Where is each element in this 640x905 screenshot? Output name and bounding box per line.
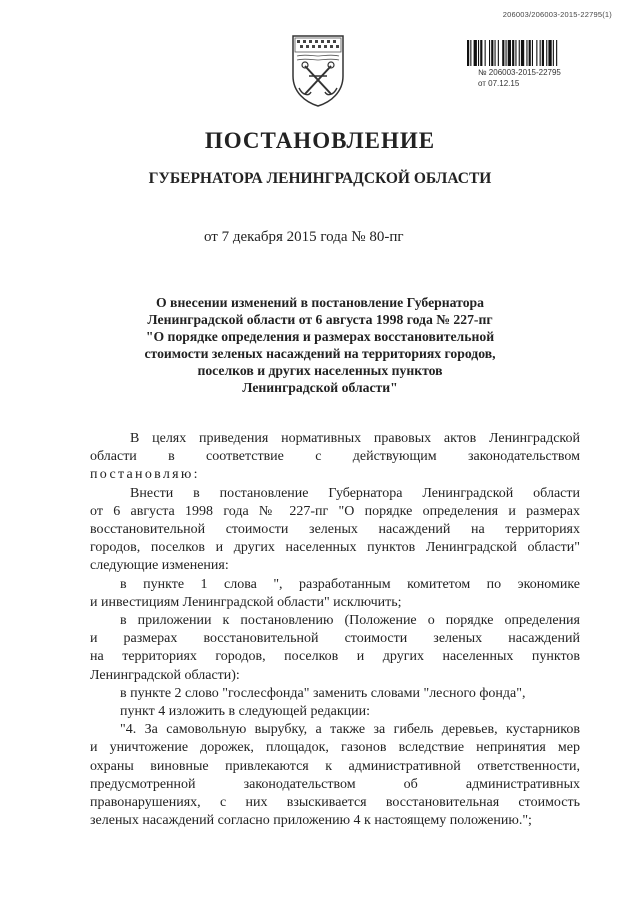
- subject-line: Ленинградской области от 6 августа 1998 года № 227-пг: [147, 312, 493, 327]
- registration-date: от 07.12.15: [478, 79, 520, 88]
- subject-line: О внесении изменений в постановление Губернатора: [155, 295, 485, 310]
- coat-of-arms-icon: [287, 32, 349, 108]
- body-line: в пункте 1 слова ", разработанным комитетом по экономике: [120, 576, 580, 592]
- body-line: следующие изменения:: [90, 558, 229, 574]
- body-line: В целях приведения нормативных правовых актов Ленинградской: [130, 431, 580, 446]
- body-line: и инвестициям Ленинградской области" исключить;: [90, 594, 402, 610]
- body-line: от 6 августа 1998 года № 227-пг "О порядке определения и размерах: [90, 503, 580, 519]
- body-line: области в соответствие с действующим законодательством: [90, 449, 580, 465]
- body-line: и размерах восстановительной стоимости зеленых насаждений: [90, 631, 580, 647]
- document-date-number: от 7 декабря 2015 года № 80-пг: [204, 229, 404, 245]
- subject-line: поселков и других населенных пунктов: [197, 363, 443, 378]
- issuing-authority: ГУБЕРНАТОРА ЛЕНИНГРАДСКОЙ ОБЛАСТИ: [148, 170, 492, 187]
- body-line: Внести в постановление Губернатора Ленинградской области: [130, 485, 580, 501]
- body-line: и уничтожение дорожек, площадок, газонов вследствие непринятия мер: [90, 740, 580, 756]
- body-line: "4. За самовольную вырубку, а также за гибель деревьев, кустарников: [120, 722, 580, 738]
- body-line: городов, поселков и других населенных пунктов Ленинградской области": [90, 540, 580, 556]
- body-line: восстановительной стоимости зеленых насаждений на территориях: [90, 522, 580, 538]
- registration-number: № 206003-2015-22795: [478, 68, 561, 77]
- document-subject: [120, 294, 520, 396]
- body-line: на территориях городов, поселков и других населенных пунктов: [90, 649, 580, 665]
- subject-line: стоимости зеленых насаждений на территориях городов,: [144, 346, 496, 361]
- body-line: в приложении к постановлению (Положение о порядке определения: [120, 613, 580, 629]
- barcode-icon: [466, 40, 612, 66]
- document-type-title: ПОСТАНОВЛЕНИЕ: [204, 128, 436, 153]
- body-line: пункт 4 изложить в следующей редакции:: [120, 704, 370, 720]
- registration-block: [466, 40, 612, 89]
- document-body: [90, 430, 580, 830]
- subject-line: Ленинградской области": [242, 380, 398, 395]
- body-line: предусмотренной законодательством об административных: [90, 776, 580, 792]
- body-line: зеленых насаждений согласно приложению 4 к настоящему положению.";: [90, 813, 532, 829]
- body-line-decree-word: постановляю:: [90, 467, 200, 483]
- body-line: Ленинградской области):: [90, 667, 240, 683]
- body-line: правонарушениях, с них взыскивается восстановительная стоимость: [90, 795, 580, 811]
- body-line: в пункте 2 слово "гослесфонда" заменить словами "лесного фонда",: [120, 685, 526, 701]
- top-registration-code: 206003/206003-2015-22795(1): [502, 10, 612, 19]
- subject-line: "О порядке определения и размерах восстановительной: [145, 329, 495, 344]
- body-line: охраны виновные привлекаются к административной ответственности,: [90, 758, 580, 774]
